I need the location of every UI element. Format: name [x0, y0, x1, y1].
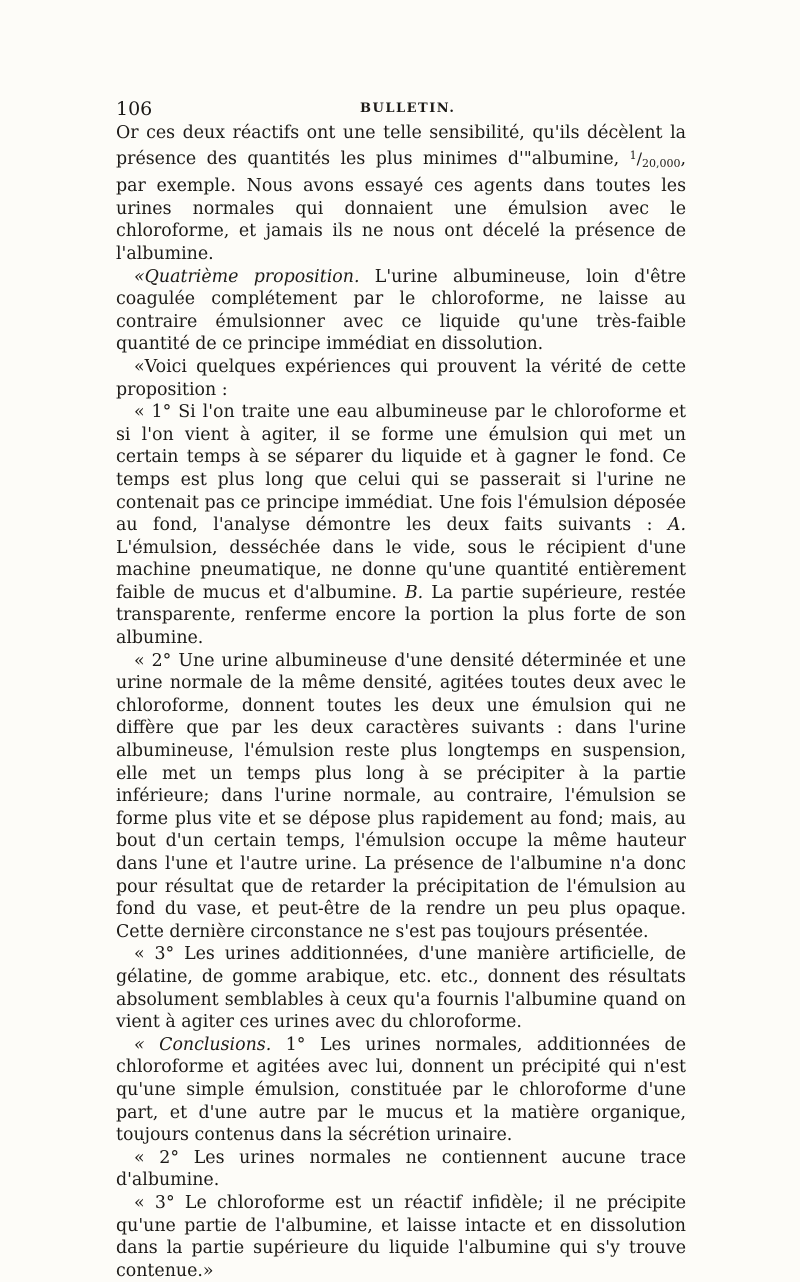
paragraph-4-text-b: L'émulsion, desséchée dans le vide, sous le récipient d'une machine pneumatique, ne donne qu'une quantité entièrement faible de mucus et d'albumine. — [116, 537, 686, 603]
paragraph-4-text-c: La partie supérieure, restée transparente, renferme encore la portion la plus forte de son albumine. — [116, 582, 686, 649]
paragraph-4-text-a: « 1° Si l'on traite une eau albumineuse par le chloroforme et si l'on vient à agiter, il se forme une émulsion qui met un certain temps à se séparer du liquide et à gagner le fond. Ce temps est plus long que celui qui se passerait si l'urine ne contenait pas ce principe immédiat. Une fois l'émulsion déposée au fond, l'analyse démontre les deux faits suivants : — [116, 402, 686, 536]
paragraph-4 — [116, 401, 686, 650]
paragraph-6: « 3° Les urines additionnées, d'une manière artificielle, de gélatine, de gomme arabique, etc. etc., donnent des résultats absolument semblables à ceux qu'a fournis l'albumine quand on vient à agiter ces urines avec du chloroforme. — [116, 944, 686, 1033]
body-text — [116, 122, 686, 1282]
paragraph-2-label: «Quatrième proposition. — [134, 266, 360, 287]
fraction — [630, 149, 681, 169]
paragraph-7-label: « Conclusions. — [134, 1034, 272, 1055]
mark-a: A. — [667, 515, 686, 536]
paragraph-7-text: 1° Les urines normales, additionnées de chloroforme et agitées avec lui, donnent un précipité qui n'est qu'une simple émulsion, constituée par le chloroforme d'une part, et d'une autre par le mucus et la matière organique, toujours contenus dans la sécrétion urinaire. — [116, 1034, 686, 1146]
page-number: 106 — [116, 98, 153, 120]
running-head — [116, 98, 686, 122]
paragraph-5: « 2° Une urine albumineuse d'une densité déterminée et une urine normale de la même densité, agitées toutes deux avec le chloroforme, donnent toutes les deux une émulsion qui ne diffère que par les deux caractères suivants : dans l'urine albumineuse, l'émulsion reste plus longtemps en suspension, elle met un temps plus long à se précipiter à la partie inférieure; dans l'urine normale, au contraire, l'émulsion se forme plus vite et se dépose plus rapidement au fond; mais, au bout d'un certain temps, l'émulsion occupe la même hauteur dans l'une et l'autre urine. La présence de l'albumine n'a donc pour résultat que de retarder la précipitation de l'émulsion au fond du vase, et peut-être de la rendre un peu plus opaque. Cette dernière circonstance ne s'est pas toujours présentée. — [116, 650, 686, 942]
journal-title: BULLETIN. — [360, 101, 456, 116]
paragraph-2-text: L'urine albumineuse, loin d'être coagulée complétement par le chloroforme, ne laisse au contraire émulsionner avec ce liquide qu'une très-faible quantité de ce principe immédiat en dissolution. — [116, 266, 686, 355]
paragraph-1 — [116, 122, 686, 266]
paragraph-1-text-a: Or ces deux réactifs ont une telle sensibilité, qu'ils décèlent la présence des quantités les plus minimes d'"albumine, — [116, 123, 686, 169]
paragraph-3: «Voici quelques expériences qui prouvent la vérité de cette proposition : — [116, 356, 686, 400]
paragraph-2 — [116, 266, 686, 356]
fraction-denominator: 20,000 — [641, 156, 681, 170]
mark-b: B. — [404, 582, 424, 603]
paragraph-7 — [116, 1034, 686, 1147]
document-page — [116, 98, 686, 1282]
paragraph-9: « 3° Le chloroforme est un réactif infidèle; il ne précipite qu'une partie de l'albumine, et laisse intacte et en dissolution dans la partie supérieure du liquide l'albumine qui s'y trouve contenue.» — [116, 1192, 686, 1281]
paragraph-1-text-b: , par exemple. Nous avons essayé ces agents dans toutes les urines normales qui donnaient une émulsion avec le chloroforme, et jamais ils ne nous ont décelé la présence de l'albumine. — [116, 148, 686, 264]
paragraph-8: « 2° Les urines normales ne contiennent aucune trace d'albumine. — [116, 1147, 686, 1191]
fraction-slash: / — [636, 148, 642, 168]
fraction-numerator: 1 — [629, 148, 637, 162]
